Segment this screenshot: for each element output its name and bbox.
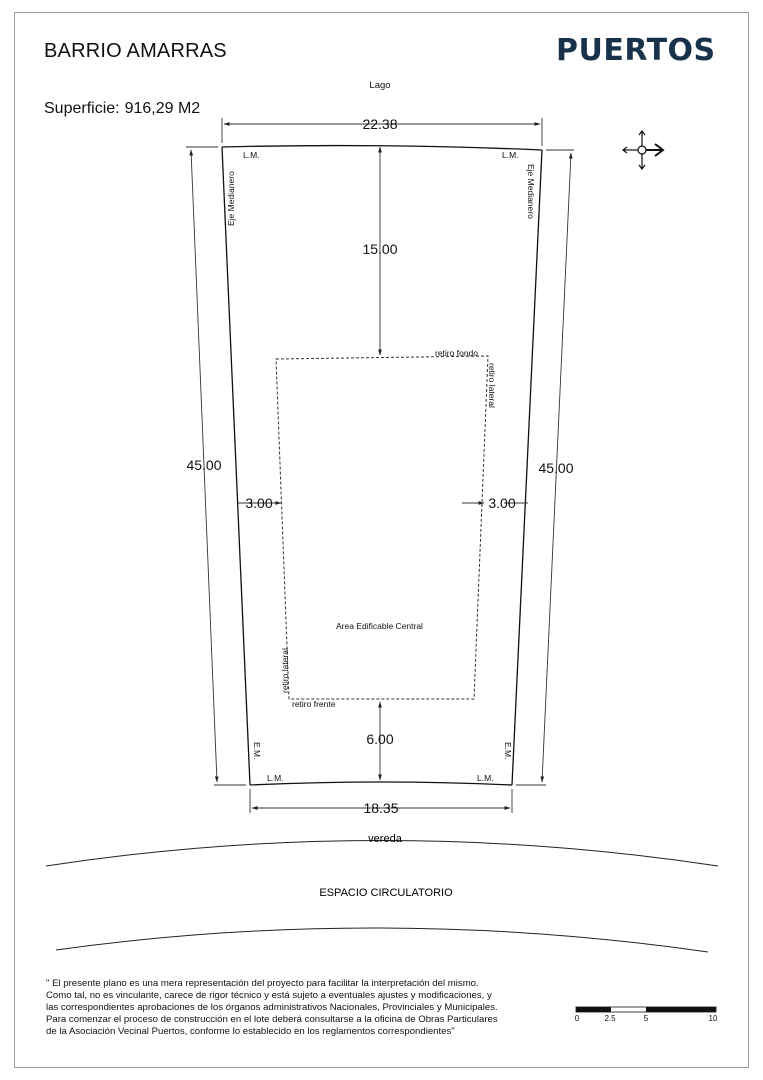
buildable-area-label: Area Edificable Central xyxy=(336,621,423,631)
scale-tick-2: 5 xyxy=(643,1014,649,1023)
disclaimer-line: Para comenzar el proceso de construcción en el lote deberá consultarse a la oficina de Obras Particulares xyxy=(46,1014,498,1025)
eje-medianero-right: Eje Medianero xyxy=(526,164,536,219)
disclaimer-line: de la Asociación Vecinal Puertos, conforme lo establecido en los reglamentos correspondientes" xyxy=(46,1026,455,1037)
lot-back-edge xyxy=(222,146,542,150)
scale-bar xyxy=(575,1007,718,1023)
circulation-space-label: ESPACIO CIRCULATORIO xyxy=(319,887,453,899)
dim-right-length: 45.00 xyxy=(538,460,574,476)
lm-top-left: L.M. xyxy=(243,150,260,160)
scale-tick-1: 2.5 xyxy=(604,1014,616,1023)
scale-tick-0: 0 xyxy=(574,1014,580,1023)
retiro-fondo-label: retiro fondo xyxy=(435,348,478,358)
lm-bottom-right: L.M. xyxy=(477,773,494,783)
scale-tick-3: 10 xyxy=(708,1014,718,1023)
dim-back-setback: 15.00 xyxy=(362,241,398,257)
disclaimer-line: las correspondientes aprobaciones de los órganos administrativos Nacionales, Provinciales y Municipales. xyxy=(46,1002,498,1013)
disclaimer-text xyxy=(46,978,536,1038)
dim-front-setback: 6.00 xyxy=(366,731,394,747)
dim-left-length: 45.00 xyxy=(186,457,222,473)
dim-right-setback: 3.00 xyxy=(488,495,516,511)
puertos-logo: PUERTOS xyxy=(556,33,716,68)
em-right: E.M. xyxy=(503,742,513,760)
dim-left-setback: 3.00 xyxy=(245,495,273,511)
retiro-lateral-right-label: retiro lateral xyxy=(487,363,497,408)
page-title: BARRIO AMARRAS xyxy=(44,40,227,62)
disclaimer-line: " El presente plano es una mera representación del proyecto para facilitar la interpretación del mismo. xyxy=(46,978,479,989)
vereda-label: vereda xyxy=(368,833,402,845)
eje-medianero-left: Eje Medianero xyxy=(226,171,236,226)
lm-top-right: L.M. xyxy=(502,150,519,160)
em-left: E.M. xyxy=(252,742,262,760)
disclaimer-line: Como tal, no es vinculante, carece de rigor técnico y está sujeto a eventuales ajustes y modificaciones, y xyxy=(46,990,492,1001)
circulation-curve xyxy=(56,928,708,952)
retiro-frente-label: retiro frente xyxy=(292,699,336,709)
lake-label: Lago xyxy=(369,80,391,91)
lot-left-edge xyxy=(222,147,250,785)
surface-value: 916,29 M2 xyxy=(124,100,201,117)
lot-front-edge xyxy=(250,782,512,785)
retiro-lateral-left-label: retiro lateral xyxy=(280,648,290,693)
compass-arrow-icon xyxy=(623,131,663,169)
dim-bottom-width: 18.35 xyxy=(363,800,399,816)
dim-top-width: 22.38 xyxy=(362,116,398,132)
surface-label: Superficie: xyxy=(44,100,120,117)
lm-bottom-left: L.M. xyxy=(267,773,284,783)
buildable-area xyxy=(276,356,488,699)
